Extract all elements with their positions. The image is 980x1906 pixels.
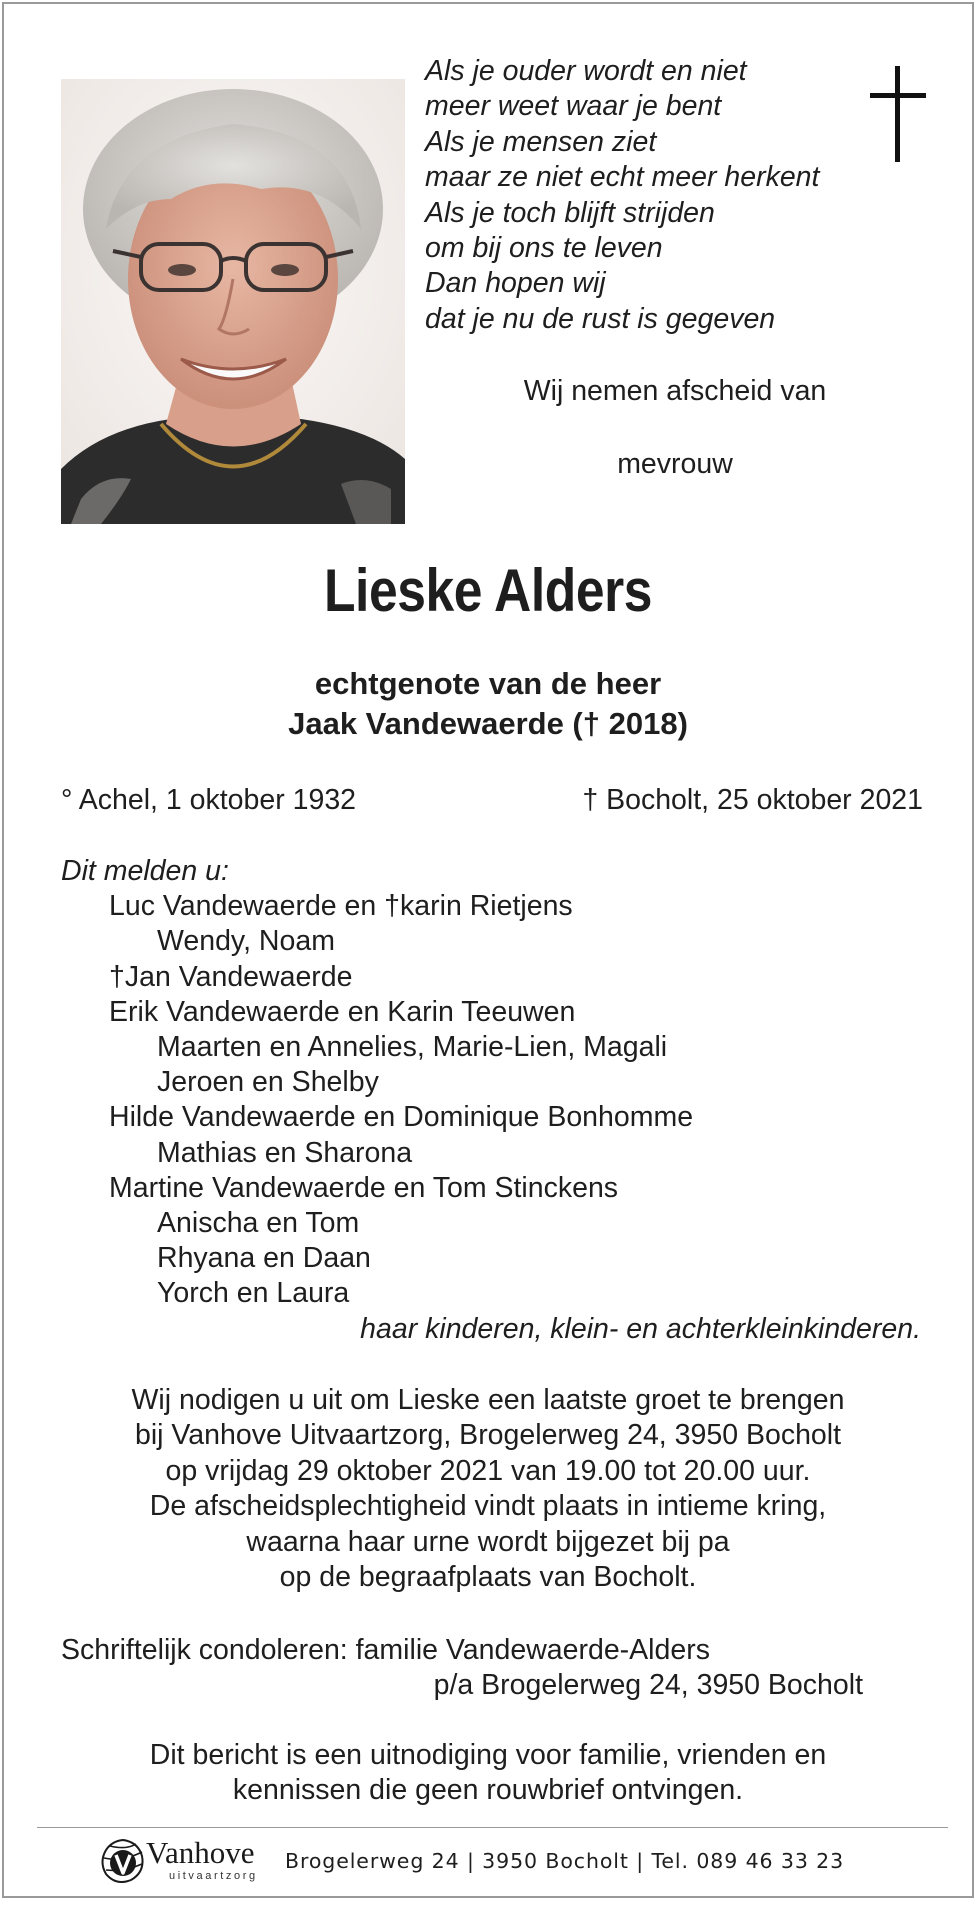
condolence-address: p/a Brogelerweg 24, 3950 Bocholt: [433, 1669, 863, 1702]
family-member: Rhyana en Daan: [157, 1242, 371, 1275]
poem-line: om bij ons te leven: [425, 232, 663, 265]
condolence-block: [61, 1633, 863, 1704]
family-member: Wendy, Noam: [157, 925, 335, 958]
family-member: Hilde Vandewaerde en Dominique Bonhomme: [109, 1101, 694, 1134]
poem: [425, 54, 865, 337]
birth-date: ° Achel, 1 oktober 1932: [61, 784, 357, 816]
spouse-line-2: Jaak Vandewaerde († 2018): [288, 706, 688, 741]
honorific: mevrouw: [617, 448, 733, 480]
spouse-block: [4, 664, 972, 744]
poem-line: Dan hopen wij: [425, 267, 606, 300]
poem-line: maar ze niet echt meer herkent: [425, 161, 820, 194]
family-member: Erik Vandewaerde en Karin Teeuwen: [109, 995, 576, 1028]
farewell-text: Wij nemen afscheid van: [523, 375, 827, 407]
footer: [98, 1836, 948, 1892]
poem-line: Als je mensen ziet: [425, 125, 657, 158]
poem-line: meer weet waar je bent: [425, 90, 722, 123]
family-member: Luc Vandewaerde en †karin Rietjens: [109, 890, 573, 923]
family-member: Yorch en Laura: [157, 1277, 350, 1310]
invite-line: bij Vanhove Uitvaartzorg, Brogelerweg 24, 3950 Bocholt: [134, 1419, 842, 1452]
poem-line: dat je nu de rust is gegeven: [425, 302, 776, 335]
notice-line: kennissen die geen rouwbrief ontvingen.: [232, 1774, 744, 1807]
vanhove-logo-mark: [98, 1836, 148, 1886]
family-member: Martine Vandewaerde en Tom Stinckens: [109, 1171, 619, 1204]
family-member: Anischa en Tom: [157, 1207, 360, 1240]
notice-line: Dit bericht is een uitnodiging voor familie, vrienden en: [149, 1739, 827, 1771]
family-closing: haar kinderen, klein- en achterkleinkinderen.: [360, 1312, 921, 1345]
invite-line: De afscheidsplechtigheid vindt plaats in intieme kring,: [149, 1490, 827, 1523]
invite-line: Wij nodigen u uit om Lieske een laatste groet te brengen: [131, 1384, 845, 1416]
condolence-line: Schriftelijk condoleren: familie Vandewaerde-Alders: [61, 1634, 710, 1666]
latin-cross-icon: [868, 66, 928, 162]
poem-line: Als je toch blijft strijden: [425, 196, 715, 229]
family-member: Maarten en Annelies, Marie-Lien, Magali: [157, 1031, 668, 1064]
spouse-line-1: echtgenote van de heer: [314, 666, 662, 701]
footer-contact: Brogelerweg 24 | 3950 Bocholt | Tel. 089 46 33 23: [285, 1849, 845, 1873]
invite-line: op de begraafplaats van Bocholt.: [279, 1561, 697, 1594]
logo-subtitle: uitvaartzorg: [169, 1870, 258, 1882]
family-list: [61, 854, 931, 1347]
invitation-text: [4, 1383, 972, 1595]
family-member: Jeroen en Shelby: [157, 1066, 379, 1099]
family-member: Mathias en Sharona: [157, 1136, 413, 1169]
logo-name: Vanhove: [146, 1835, 255, 1870]
deceased-name: Lieske Alders: [323, 557, 653, 624]
portrait-photo: [61, 79, 405, 524]
notice-text: [4, 1738, 972, 1809]
poem-line: Als je ouder wordt en niet: [425, 55, 747, 87]
death-date: † Bocholt, 25 oktober 2021: [582, 784, 923, 816]
invite-line: waarna haar urne wordt bijgezet bij pa: [246, 1525, 730, 1558]
portrait-illustration: [61, 79, 405, 524]
family-member: †Jan Vandewaerde: [109, 960, 353, 993]
invite-line: op vrijdag 29 oktober 2021 van 19.00 tot 20.00 uur.: [165, 1454, 811, 1487]
family-intro: Dit melden u:: [61, 855, 229, 887]
footer-divider: [37, 1827, 948, 1828]
obituary-card: [2, 2, 974, 1898]
